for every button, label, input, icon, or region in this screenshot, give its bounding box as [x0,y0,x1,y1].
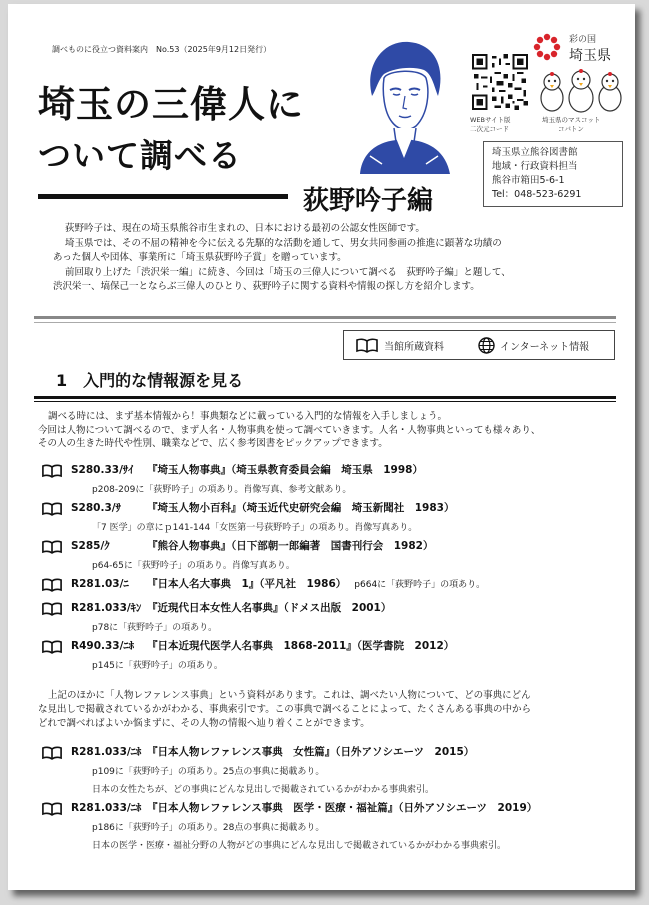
section-1-lead: 調べる時には、まず基本情報から！事典類などに載っている入門的な情報を入手しましょう。 今回は人物について調べるので、まず人名・人物事典を使って調べていきます。人名・人物事典といっても様々あり、 その人の生きた時代や性別、職業などで、広く参考図書をピックアップできます。 [38,411,541,449]
reference-note: p208-209に「荻野吟子」の項あり。肖像写真、参考文献あり。 [92,485,352,495]
reference-note: p64-65に「荻野吟子」の項あり。肖像写真あり。 [92,561,295,571]
document-page [8,4,635,890]
call-number: S280.33/ｻｲ [71,464,134,476]
main-title-line1: 埼玉の三偉人に [38,83,304,126]
section-rule-thin [34,401,616,402]
legend-internet-label: インターネット情報 [500,342,590,353]
contact-library: 埼玉県立熊谷図書館 [492,147,578,158]
main-title-line2: ついて調べる [38,136,242,175]
call-number: R490.33/ﾆﾎ [71,640,134,652]
call-number: S280.3/ｻ [71,502,121,514]
reference-note: p78に「荻野吟子」の項あり。 [92,623,218,633]
reference-title: 『埼玉人物事典』（埼玉県教育委員会編 埼玉県 1998） [147,464,423,476]
call-number: R281.033/ﾆﾎ [71,746,142,758]
book-icon [42,745,62,759]
legend-box [343,330,615,360]
reference-note: 日本の女性たちが、どの事典にどんな見出しで掲載されているかがわかる事典索引。 [92,785,435,795]
book-icon [42,601,62,615]
reference-note: 「7 医学」の章にｐ141-144「女医第一号荻野吟子」の項あり。肖像写真あり。 [92,523,418,533]
reference-note: p186に「荻野吟子」の項あり。28点の事典に掲載あり。 [92,823,325,833]
divider-thin [34,322,616,323]
reference-entry [71,800,537,815]
contact-box [483,141,623,207]
book-icon [42,463,62,477]
book-icon [42,539,62,553]
mascot-illustration [538,68,624,114]
contact-address: 熊谷市箱田5-6-1 [492,175,565,186]
divider-thick [34,316,616,319]
issue-note: 調べものに役立つ資料案内 No.53（2025年9月12日発行） [52,45,272,54]
reference-title: 『埼玉人物小百科』（埼玉近代史研究会編 埼玉新聞社 1983） [147,502,455,514]
section-1-paragraph-2: 上記のほかに「人物レファレンス事典」という資料があります。これは、調べたい人物について、どの事典にどん な見出しで掲載されているかがわかる、事典索引です。この事典で調べることによって、たくさんある事典の中から どれで調べればよいか悩まずに、その人物の情報へ辿り着くことができます。 [38,690,532,729]
section-rule [34,396,616,399]
reference-note: 日本の医学・医療・福祉分野の人物がどの事典にどんな見出しで掲載されているかがわかる事典索引。 [92,841,507,851]
reference-entry [71,500,454,515]
reference-title: 『日本人物レファレンス事典 医学・医療・福祉篇』（日外アソシエーツ 2019） [147,802,538,814]
reference-entry [71,638,454,653]
reference-entry [71,462,423,477]
reference-title: 『日本人物レファレンス事典 女性篇』（日外アソシエーツ 2015） [147,746,475,758]
reference-title: 『近現代日本女性人名事典』（ドメス出版 2001） [147,602,392,614]
book-icon [42,577,62,591]
saitama-prefecture-logo [532,32,562,62]
mascot-caption: 埼玉県のマスコット コバトン [542,116,601,133]
intro-text: 荻野吟子は、現在の埼玉県熊谷市生まれの、日本における最初の公認女性医師です。 埼玉県では、その不屈の精神を今に伝える先駆的な活動を通して、男女共同参画の推進に顕著な功績の あった個人や団体、事業所に「埼玉県荻野吟子賞」を贈っています。 前回取り上げた「渋沢栄一編」に続き、今回は「埼玉の三偉人について調べる 荻野吟子編」と題して、 渋沢栄一、塙保己一とならぶ三偉人のひとり、荻野吟子に関する資料や情報の探し方を紹介します。 [53,223,511,292]
reference-entry [71,538,433,553]
contact-department: 地域・行政資料担当 [492,161,578,172]
reference-entry [71,744,474,759]
call-number: S285/ｸ [71,540,110,552]
call-number: R281.03/ﾆ [71,578,129,590]
book-icon [42,501,62,515]
book-icon [42,801,62,815]
reference-entry [71,600,391,615]
reference-title: 『熊谷人物事典』（日下部朝一郎編著 国書刊行会 1982） [147,540,434,552]
legend-library-label: 当館所蔵資料 [384,342,444,353]
portrait-illustration [354,34,454,174]
prefecture-name: 埼玉県 [569,48,611,64]
subtitle: 荻野吟子編 [303,186,434,216]
call-number: R281.033/ｷﾝ [71,602,142,614]
reference-note: p109に「荻野吟子」の項あり。25点の事典に掲載あり。 [92,767,325,777]
book-icon [356,338,378,353]
book-icon [42,639,62,653]
title-underline [38,194,288,199]
section-1-title: 1 入門的な情報源を見る [56,371,244,390]
call-number: R281.033/ﾆﾎ [71,802,142,814]
contact-tel: Tel：048-523-6291 [492,189,582,200]
reference-note: p145に「荻野吟子」の項あり。 [92,661,223,671]
qr-caption: WEBサイト版 二次元コード [470,116,511,133]
globe-icon [478,337,495,354]
reference-title: 『日本近現代医学人名事典 1868-2011』（医学書院 2012） [147,640,455,652]
prefecture-tagline: 彩の国 [569,35,597,45]
reference-title: 『日本人名大事典 1』（平凡社 1986） [147,578,347,590]
reference-entry [71,576,485,591]
qr-code[interactable] [472,54,528,110]
reference-inline-note: p664に「荻野吟子」の項あり。 [354,580,486,590]
